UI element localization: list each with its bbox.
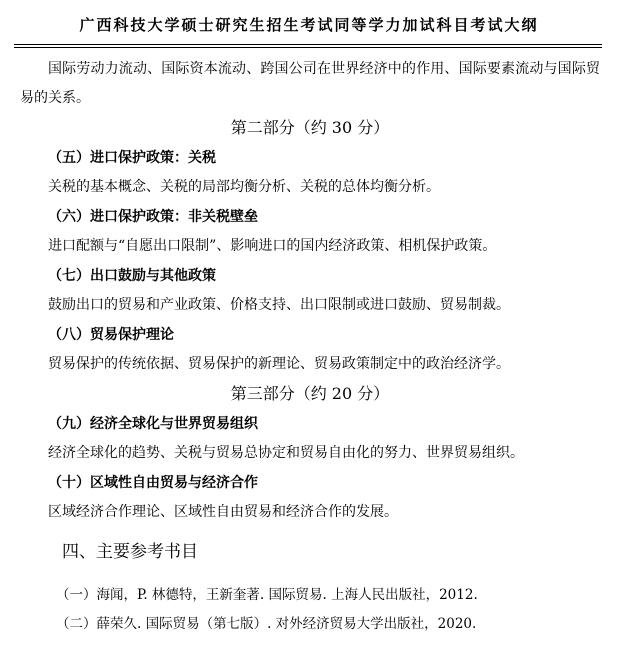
section-five-body: 关税的基本概念、关税的局部均衡分析、关税的总体均衡分析。 xyxy=(48,179,440,195)
intro-paragraph: 国际劳动力流动、国际资本流动、跨国公司在世界经济中的作用、国际要素流动与国际贸易的关系。 xyxy=(20,61,600,106)
section-seven-body: 鼓励出口的贸易和产业政策、价格支持、出口限制或进口鼓励、贸易制裁。 xyxy=(48,297,510,313)
reference-item: （一）海闻，P. 林德特，王新奎著. 国际贸易. 上海人民出版社，2012. xyxy=(56,587,478,603)
section-ten-heading: （十）区域性自由贸易与经济合作 xyxy=(48,475,258,491)
document-body xyxy=(20,55,600,639)
section-seven-heading: （七）出口鼓励与其他政策 xyxy=(48,268,216,284)
part-two-heading: 第二部分（约 30 分） xyxy=(230,118,390,137)
section-five-heading: （五）进口保护政策：关税 xyxy=(48,150,216,166)
section-ten-body: 区域经济合作理论、区域性自由贸易和经济合作的发展。 xyxy=(48,504,398,520)
section-six-body: 进口配额与“自愿出口限制”、影响进口的国内经济政策、相机保护政策。 xyxy=(48,238,497,254)
references-heading: 四、主要参考书目 xyxy=(62,542,198,562)
part-three-heading: 第三部分（约 20 分） xyxy=(230,384,390,403)
reference-item: （二）薛荣久. 国际贸易（第七版）. 对外经济贸易大学出版社，2020. xyxy=(56,616,477,632)
section-six-heading: （六）进口保护政策：非关税壁垒 xyxy=(48,209,258,225)
section-eight-body: 贸易保护的传统依据、贸易保护的新理论、贸易政策制定中的政治经济学。 xyxy=(48,356,510,372)
section-nine-body: 经济全球化的趋势、关税与贸易总协定和贸易自由化的努力、世界贸易组织。 xyxy=(48,445,524,461)
section-eight-heading: （八）贸易保护理论 xyxy=(48,327,174,343)
header-rule-bottom xyxy=(14,47,602,48)
header-rule-top xyxy=(14,44,602,45)
running-header: 广西科技大学硕士研究生招生考试同等学力加试科目考试大纲 xyxy=(79,16,539,34)
section-nine-heading: （九）经济全球化与世界贸易组织 xyxy=(48,416,258,432)
